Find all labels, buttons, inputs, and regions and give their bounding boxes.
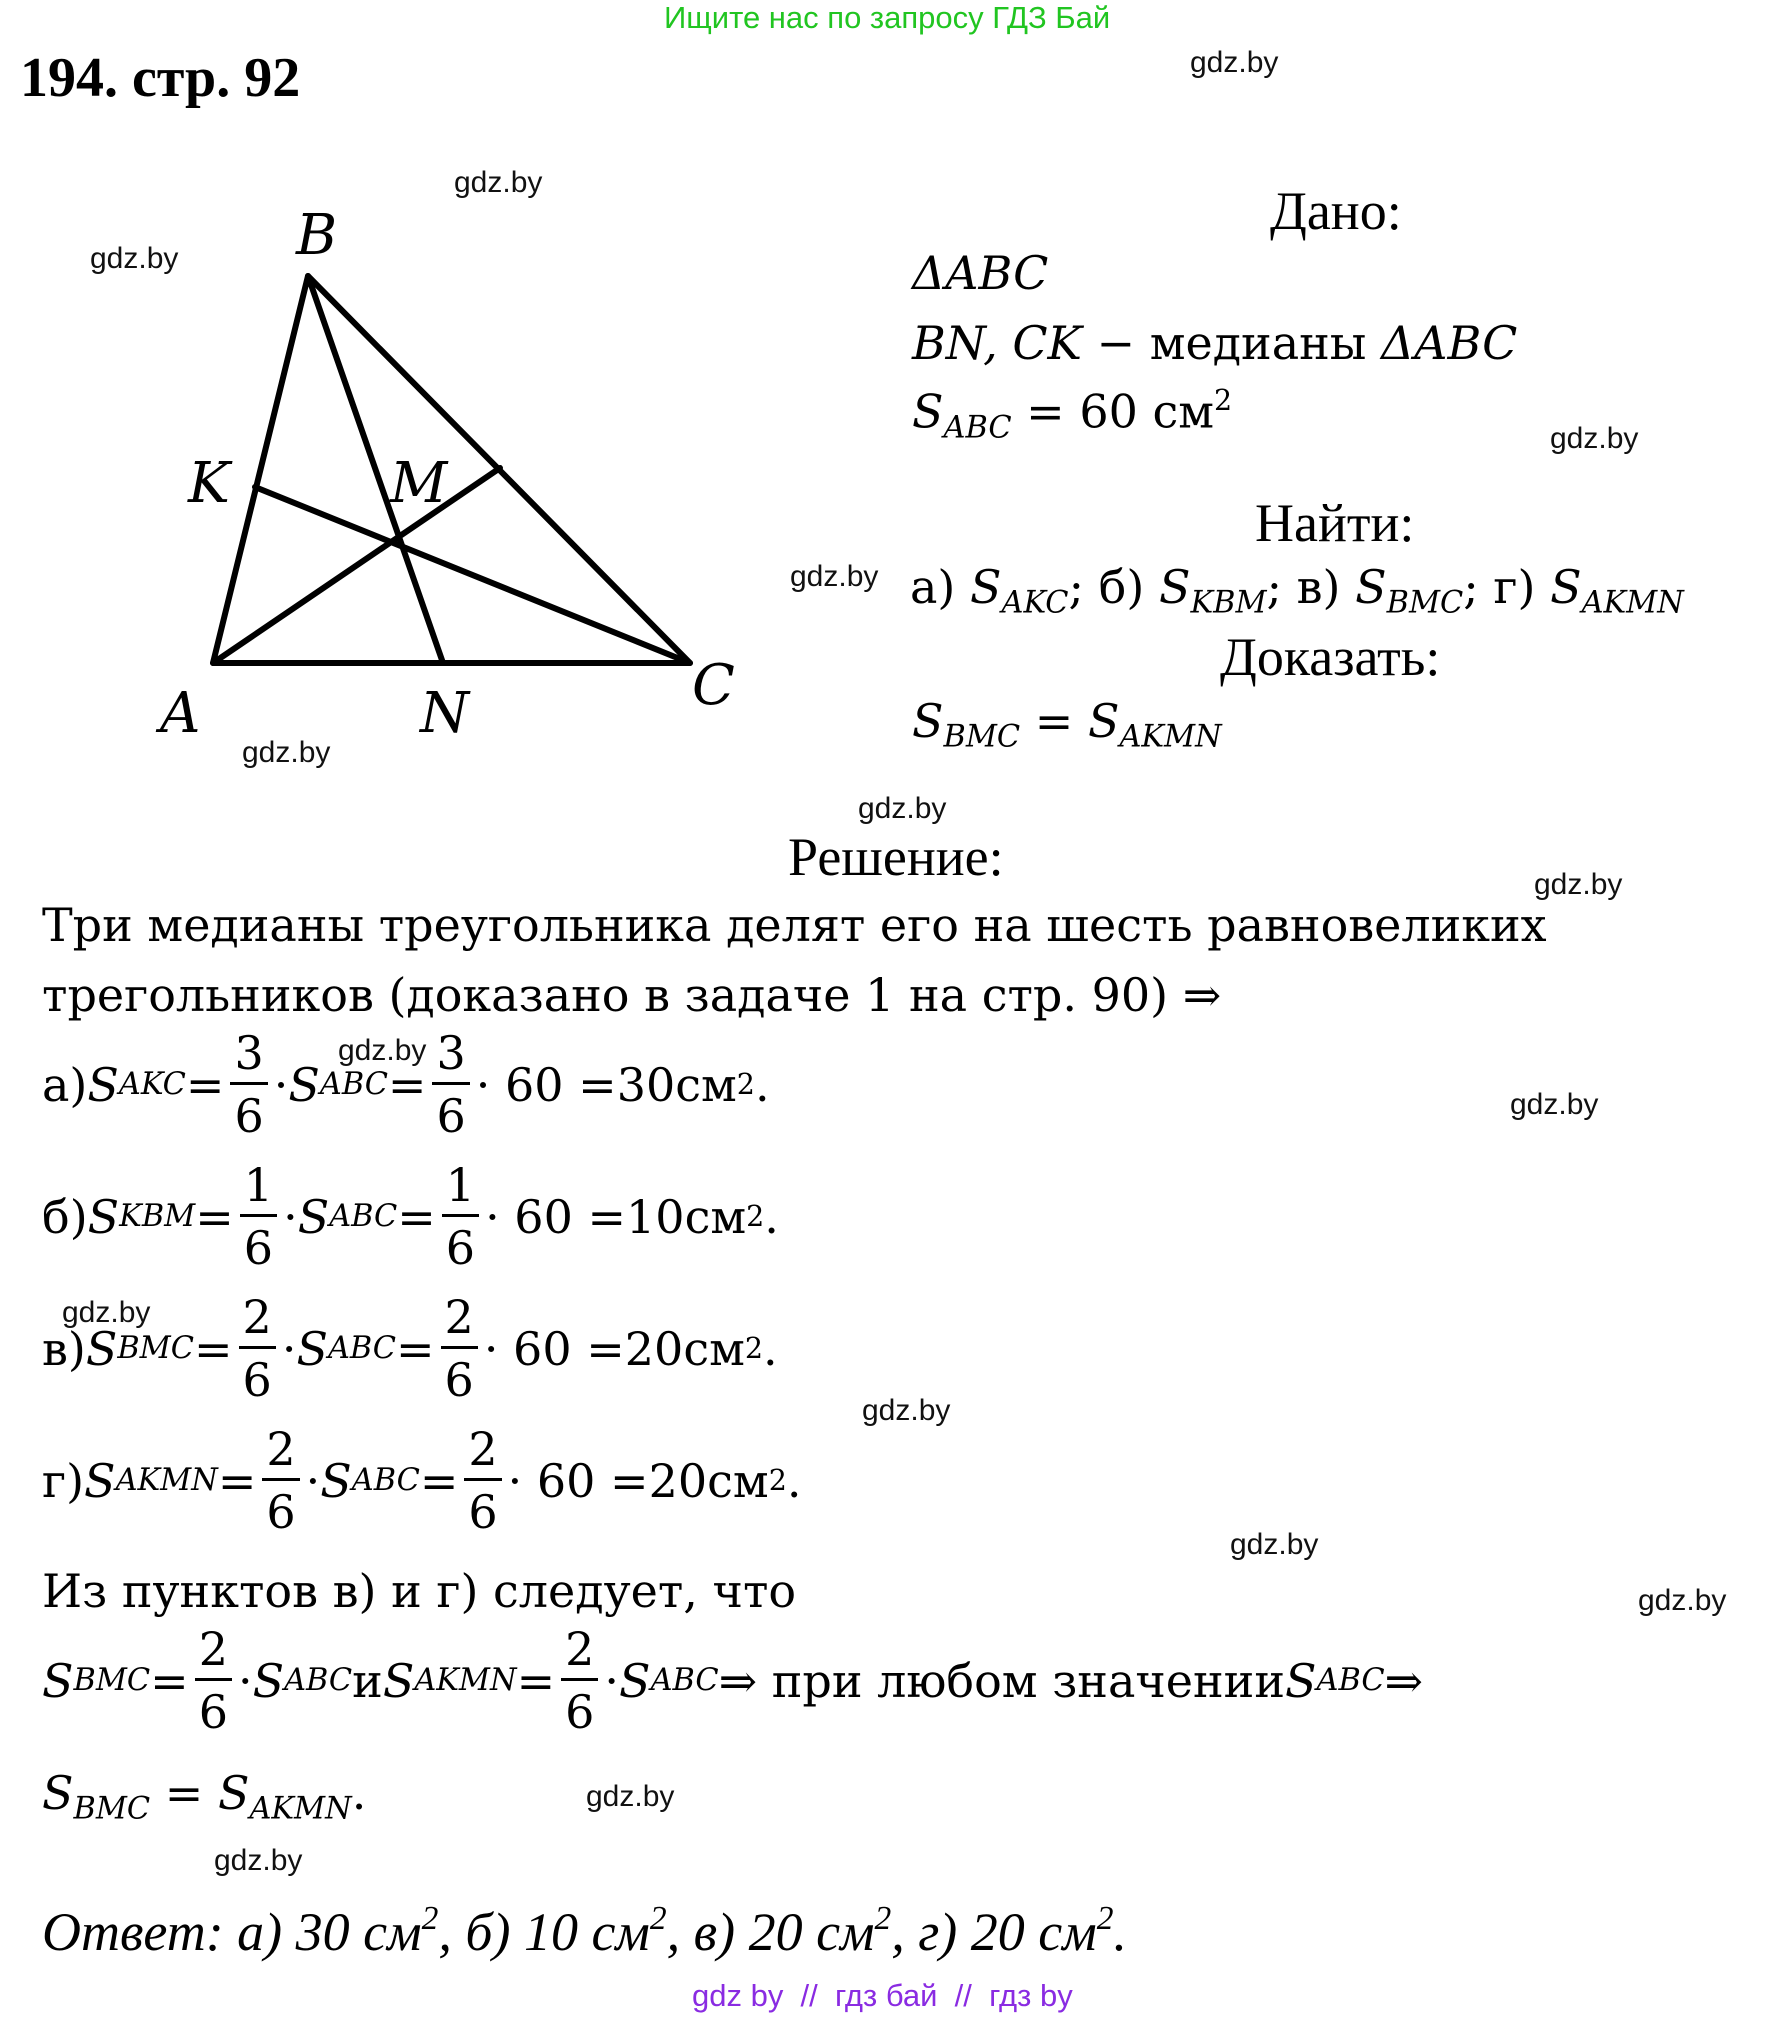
- solution-item-a: а) S AKC = $\frac{3}{6}$ · S ABC = $\frac{3}{6}$ · 60 = 30 см 2 .: [42, 1026, 770, 1143]
- page-title: 194. стр. 92: [20, 47, 301, 109]
- solution-item-v: в) S BMC = $\frac{2}{6}$ · S ABC = $\frac{2}{6}$ · 60 = 20 см 2 .: [42, 1290, 778, 1407]
- solution-heading: Решение:: [788, 827, 1004, 887]
- watermark: gdz.by: [214, 1844, 303, 1877]
- watermark: gdz.by: [1510, 1088, 1599, 1121]
- label-c: C: [692, 653, 735, 718]
- watermark: gdz.by: [862, 1394, 951, 1427]
- triangle-diagram: [0, 0, 760, 780]
- find-heading: Найти:: [1255, 493, 1415, 553]
- solution-line-2: трегольников (доказано в задаче 1 на стр. 90) ⇒: [42, 968, 1222, 1022]
- given-area: $S_{ABC} = 60$ $см^2$: [912, 384, 1233, 446]
- watermark: gdz.by: [338, 1034, 427, 1067]
- watermark: gdz.by: [586, 1780, 675, 1813]
- watermark: gdz.by: [90, 242, 179, 275]
- watermark: gdz.by: [790, 560, 879, 593]
- solution-final: $S_{BMC} = S_{AKMN}$.: [42, 1766, 367, 1827]
- given-medians: BN, CK − медианы ΔABC: [912, 316, 1518, 370]
- label-a: A: [160, 681, 201, 746]
- watermark: gdz.by: [242, 736, 331, 769]
- solution-follows: Из пунктов в) и г) следует, что: [42, 1564, 797, 1618]
- search-banner: Ищите нас по запросу ГДЗ Бай: [664, 0, 1111, 35]
- solution-line-1: Три медианы треугольника делят его на шесть равновеликих: [42, 898, 1547, 952]
- watermark: gdz.by: [1190, 46, 1279, 79]
- prove-heading: Доказать:: [1220, 627, 1441, 687]
- watermark: gdz.by: [1550, 422, 1639, 455]
- watermark: gdz.by: [1534, 868, 1623, 901]
- label-m: M: [390, 451, 448, 516]
- prove-statement: $S_{BMC} = S_{AKMN}$: [912, 694, 1222, 755]
- label-b: B: [296, 203, 338, 268]
- watermark: gdz.by: [454, 166, 543, 199]
- given-heading: Дано:: [1270, 181, 1402, 241]
- label-n: N: [420, 681, 469, 746]
- find-list: а) $S_{AKC}$; б) $S_{KBM}$; в) $S_{BMC}$; г) $S_{AKMN}$: [910, 560, 1684, 621]
- solution-conclusion: S BMC = $\frac{2}{6}$ · S ABC и S AKMN = $\frac{2}{6}$ · S ABC ⇒ при любом значении S ABC ⇒: [42, 1622, 1424, 1739]
- triangle-abc: [213, 276, 690, 663]
- solution-item-g: г) S AKMN = $\frac{2}{6}$ · S ABC = $\frac{2}{6}$ · 60 = 20 см 2 .: [42, 1422, 802, 1539]
- watermark: gdz.by: [1230, 1528, 1319, 1561]
- given-triangle: ΔABC: [912, 246, 1049, 300]
- solution-item-b: б) S KBM = $\frac{1}{6}$ · S ABC = $\frac{1}{6}$ · 60 = 10 см 2 .: [42, 1158, 779, 1275]
- watermark: gdz.by: [1638, 1584, 1727, 1617]
- footer-links: gdz by // гдз бай // гдз by: [692, 1978, 1073, 2013]
- median-ck: [255, 487, 690, 663]
- watermark: gdz.by: [858, 792, 947, 825]
- watermark: gdz.by: [62, 1296, 151, 1329]
- label-k: K: [188, 451, 230, 516]
- answer-line: Ответ: а) 30 $см^2$, б) 10 $см^2$, в) 20 $см^2$, г) 20 $см^2$.: [42, 1900, 1127, 1962]
